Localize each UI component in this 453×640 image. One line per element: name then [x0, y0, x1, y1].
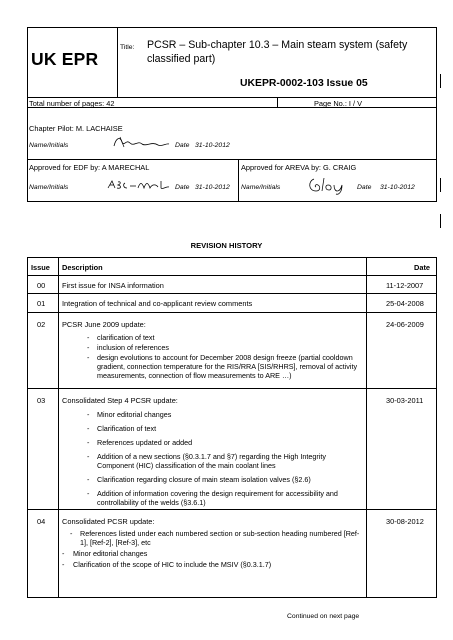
- row-date: 25-04-2008: [386, 299, 424, 308]
- row-divider: [27, 293, 437, 294]
- total-pages: Total number of pages: 42: [29, 99, 115, 108]
- change-bar: [440, 214, 441, 228]
- bullet-text: Clarification of the scope of HIC to include the MSIV (§0.3.1.7): [73, 560, 272, 569]
- header-title-divider: [27, 97, 437, 98]
- areva-name-initials-label: Name/Initials: [241, 184, 281, 191]
- row-issue: 04: [37, 517, 46, 526]
- chapter-pilot: Chapter Pilot: M. LACHAISE: [29, 124, 123, 133]
- edf-signature: [106, 178, 172, 192]
- bullet-text: Clarification of text: [97, 424, 157, 433]
- header-pages-split: [277, 97, 278, 107]
- row-issue: 03: [37, 396, 46, 405]
- table-header-divider: [27, 275, 437, 276]
- document-title-line1: PCSR – Sub-chapter 10.3 – Main steam system (safety: [147, 39, 408, 51]
- column-header-issue: Issue: [31, 263, 50, 272]
- row-description: First issue for INSA information: [62, 281, 164, 290]
- title-label: Title:: [120, 44, 135, 51]
- row-issue: 01: [37, 299, 46, 308]
- page-number: Page No.: I / V: [314, 99, 363, 108]
- bullet-dash: -: [62, 560, 65, 569]
- document-title-line2: classified part): [147, 53, 216, 65]
- bullet-dash: -: [87, 452, 90, 461]
- areva-signature: [306, 175, 346, 195]
- table-bottom-border: [27, 597, 437, 598]
- bullet-dash: -: [87, 438, 90, 447]
- bullet-text: design evolutions to account for December 2008 design freeze (partial cooldown gradient, connection temperature for the RIS/RRA [SIS/RHRS], removal of activity measurements, connection of flow measurements to ARE …): [97, 353, 358, 381]
- bullet-dash: -: [87, 475, 90, 484]
- header-approval-split: [238, 159, 239, 201]
- bullet-dash: -: [87, 489, 90, 498]
- table-left-border: [27, 257, 28, 598]
- bullet-text: Addition of information covering the design requirement for accessibility and controllability of the welds (§3.6.1): [97, 489, 338, 508]
- row-date: 30-03-2011: [386, 396, 424, 405]
- edf-approval: Approved for EDF by: A MARECHAL: [29, 163, 150, 172]
- bullet-text: References updated or added: [97, 438, 193, 447]
- header-top-border: [27, 27, 437, 28]
- bullet-text: inclusion of references: [97, 343, 169, 352]
- pilot-signature: [112, 134, 172, 150]
- row-description: Integration of technical and co-applicant review comments: [62, 299, 253, 308]
- row-description: PCSR June 2009 update:: [62, 320, 146, 329]
- pilot-date-label: Date: [175, 142, 190, 149]
- areva-date-label: Date: [357, 184, 372, 191]
- bullet-text: Minor editorial changes: [73, 549, 148, 558]
- bullet-dash: -: [87, 410, 90, 419]
- row-divider: [27, 509, 437, 510]
- bullet-dash: -: [87, 333, 90, 342]
- edf-name-initials-label: Name/Initials: [29, 184, 69, 191]
- areva-date: 31-10-2012: [380, 184, 415, 191]
- areva-approval: Approved for AREVA by: G. CRAIG: [241, 163, 357, 172]
- row-divider: [27, 388, 437, 389]
- change-bar: [440, 74, 441, 88]
- revision-history-title: REVISION HISTORY: [190, 241, 263, 250]
- bullet-text: clarification of text: [97, 333, 155, 342]
- edf-date-label: Date: [175, 184, 190, 191]
- header-pilot-divider: [27, 159, 437, 160]
- row-description: Consolidated Step 4 PCSR update:: [62, 396, 178, 405]
- table-date-divider: [366, 257, 367, 598]
- bullet-dash: -: [87, 343, 90, 352]
- pilot-name-initials-label: Name/Initials: [29, 142, 69, 149]
- continued-note: Continued on next page: [287, 613, 360, 620]
- bullet-text: Minor editorial changes: [97, 410, 172, 419]
- document-reference: UKEPR-0002-103 Issue 05: [240, 78, 368, 89]
- edf-date: 31-10-2012: [195, 184, 230, 191]
- bullet-dash: -: [62, 549, 65, 558]
- bullet-text: Clarification regarding closure of main steam isolation valves (§2.6): [97, 475, 311, 484]
- header-logo-divider: [117, 27, 118, 97]
- bullet-dash: -: [87, 424, 90, 433]
- row-description: Consolidated PCSR update:: [62, 517, 155, 526]
- company-logo: UK EPR: [31, 49, 99, 69]
- header-bottom-border: [27, 201, 437, 202]
- column-header-date: Date: [414, 263, 431, 272]
- table-right-border: [436, 257, 437, 598]
- bullet-text: Addition of a new sections (§0.3.1.7 and §7) regarding the High Integrity Component (HIC) classification of the main coolant lines: [97, 452, 326, 471]
- row-date: 11-12-2007: [386, 281, 424, 290]
- header-right-border: [436, 27, 437, 202]
- bullet-text: References listed under each numbered section or sub-section heading numbered [Ref-1], [Ref-2], [Ref-3], etc: [80, 529, 360, 548]
- change-bar: [440, 178, 441, 192]
- column-header-description: Description: [62, 263, 103, 272]
- row-issue: 02: [37, 320, 46, 329]
- row-issue: 00: [37, 281, 46, 290]
- bullet-dash: -: [87, 353, 90, 362]
- pilot-date: 31-10-2012: [195, 142, 230, 149]
- table-top-border: [27, 257, 437, 258]
- bullet-dash: -: [70, 529, 73, 538]
- row-date: 30-08-2012: [386, 517, 424, 526]
- row-date: 24-06-2009: [386, 320, 424, 329]
- row-divider: [27, 312, 437, 313]
- table-issue-divider: [58, 257, 59, 598]
- header-left-border: [27, 27, 28, 202]
